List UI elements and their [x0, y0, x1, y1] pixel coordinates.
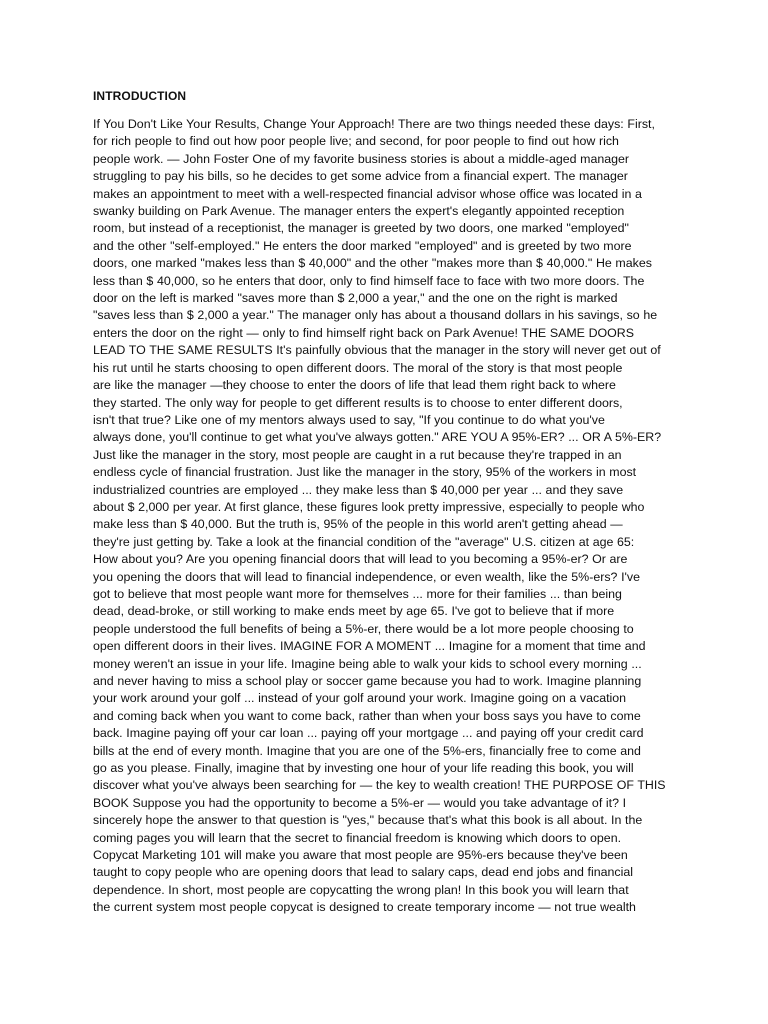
- text-line: for rich people to find out how poor people live; and second, for poor people to find out how rich: [93, 134, 619, 149]
- text-line: open different doors in their lives. IMAGINE FOR A MOMENT ... Imagine for a moment that time and: [93, 639, 646, 654]
- text-line: bills at the end of every month. Imagine that you are one of the 5%-ers, financially free to come and: [93, 743, 641, 758]
- text-line: less than $ 40,000, so he enters that door, only to find himself face to face with two more doors. The: [93, 273, 645, 288]
- text-line: the current system most people copycat is designed to create temporary income — not true wealth: [93, 900, 636, 915]
- text-line: coming pages you will learn that the secret to financial freedom is knowing which doors to open.: [93, 830, 622, 845]
- text-line: his rut until he starts choosing to open different doors. The moral of the story is that most people: [93, 360, 623, 375]
- document-page: [93, 85, 685, 917]
- text-line: taught to copy people who are opening doors that lead to salary caps, dead end jobs and financial: [93, 865, 634, 880]
- text-line: and the other "self-employed." He enters the door marked "employed" and is greeted by two more: [93, 238, 632, 253]
- text-line: they're just getting by. Take a look at the financial condition of the "average" U.S. citizen at age 65:: [93, 534, 635, 549]
- text-line: Copycat Marketing 101 will make you aware that most people are 95%-ers because they've been: [93, 848, 628, 863]
- text-line: they started. The only way for people to get different results is to choose to enter different doors,: [93, 395, 623, 410]
- text-line: Just like the manager in the story, most people are caught in a rut because they're trapped in an: [93, 447, 622, 462]
- text-line: door on the left is marked "saves more than $ 2,000 a year," and the one on the right is marked: [93, 291, 618, 306]
- text-line: swanky building on Park Avenue. The manager enters the expert's elegantly appointed reception: [93, 204, 625, 219]
- text-line: If You Don't Like Your Results, Change Your Approach! There are two things needed these days: First,: [93, 117, 655, 131]
- text-line: dead, dead-broke, or still working to make ends meet by age 65. I've got to believe that if more: [93, 604, 615, 619]
- text-line: people understood the full benefits of being a 5%-er, there would be a lot more people choosing to: [93, 621, 634, 636]
- text-line: "saves less than $ 2,000 a year." The manager only has about a thousand dollars in his savings, so he: [93, 308, 658, 323]
- text-line: BOOK Suppose you had the opportunity to become a 5%-er — would you take advantage of it? I: [93, 795, 627, 810]
- text-line: and never having to miss a school play or soccer game because you had to work. Imagine planning: [93, 674, 642, 688]
- body-paragraph: [93, 116, 685, 917]
- text-line: discover what you've always been searching for — the key to wealth creation! THE PURPOSE OF THIS: [93, 778, 666, 793]
- text-line: industrialized countries are employed ... they make less than $ 40,000 per year ... and they save: [93, 482, 624, 497]
- text-line: isn't that true? Like one of my mentors always used to say, "If you continue to do what you've: [93, 412, 605, 427]
- text-line: your work around your golf ... instead of your golf around your work. Imagine going on a vacation: [93, 691, 627, 706]
- text-line: money weren't an issue in your life. Imagine being able to walk your kids to school every morning ...: [93, 656, 642, 671]
- text-line: makes an appointment to meet with a well-respected financial advisor whose office was located in a: [93, 186, 642, 201]
- text-line: dependence. In short, most people are copycatting the wrong plan! In this book you will learn that: [93, 882, 629, 897]
- text-line: room, but instead of a receptionist, the manager is greeted by two doors, one marked "employed": [93, 221, 629, 236]
- text-line: doors, one marked "makes less than $ 40,000" and the other "makes more than $ 40,000." He makes: [93, 256, 652, 271]
- text-line: got to believe that most people want more for themselves ... more for their families ... than being: [93, 586, 622, 601]
- text-line: sincerely hope the answer to that question is "yes," because that's what this book is all about. In the: [93, 813, 643, 828]
- text-line: LEAD TO THE SAME RESULTS It's painfully obvious that the manager in the story will never get out of: [93, 343, 661, 358]
- text-line: make less than $ 40,000. But the truth is, 95% of the people in this world aren't getting ahead —: [93, 517, 623, 532]
- text-line: always done, you'll continue to get what you've always gotten." ARE YOU A 95%-ER? ... OR A 5%-ER?: [93, 430, 662, 445]
- text-line: How about you? Are you opening financial doors that will lead to you becoming a 95%-er? Or are: [93, 552, 628, 567]
- section-heading: INTRODUCTION: [93, 89, 187, 103]
- text-line: endless cycle of financial frustration. Just like the manager in the story, 95% of the workers in most: [93, 465, 637, 480]
- text-line: you opening the doors that will lead to financial independence, or even wealth, like the 5%-ers? I've: [93, 569, 640, 584]
- text-line: are like the manager —they choose to enter the doors of life that lead them right back to where: [93, 378, 616, 393]
- text-line: enters the door on the right — only to find himself right back on Park Avenue! THE SAME DOORS: [93, 325, 635, 340]
- text-line: struggling to pay his bills, so he decides to get some advice from a financial expert. The manager: [93, 169, 628, 184]
- text-line: and coming back when you want to come back, rather than when your boss says you have to come: [93, 708, 641, 723]
- text-line: back. Imagine paying off your car loan ... paying off your mortgage ... and paying off your credit card: [93, 726, 644, 741]
- text-line: go as you please. Finally, imagine that by investing one hour of your life reading this book, you will: [93, 761, 634, 776]
- text-line: about $ 2,000 per year. At first glance, these figures look pretty impressive, especially to people who: [93, 499, 645, 514]
- text-line: people work. — John Foster One of my favorite business stories is about a middle-aged manager: [93, 151, 630, 166]
